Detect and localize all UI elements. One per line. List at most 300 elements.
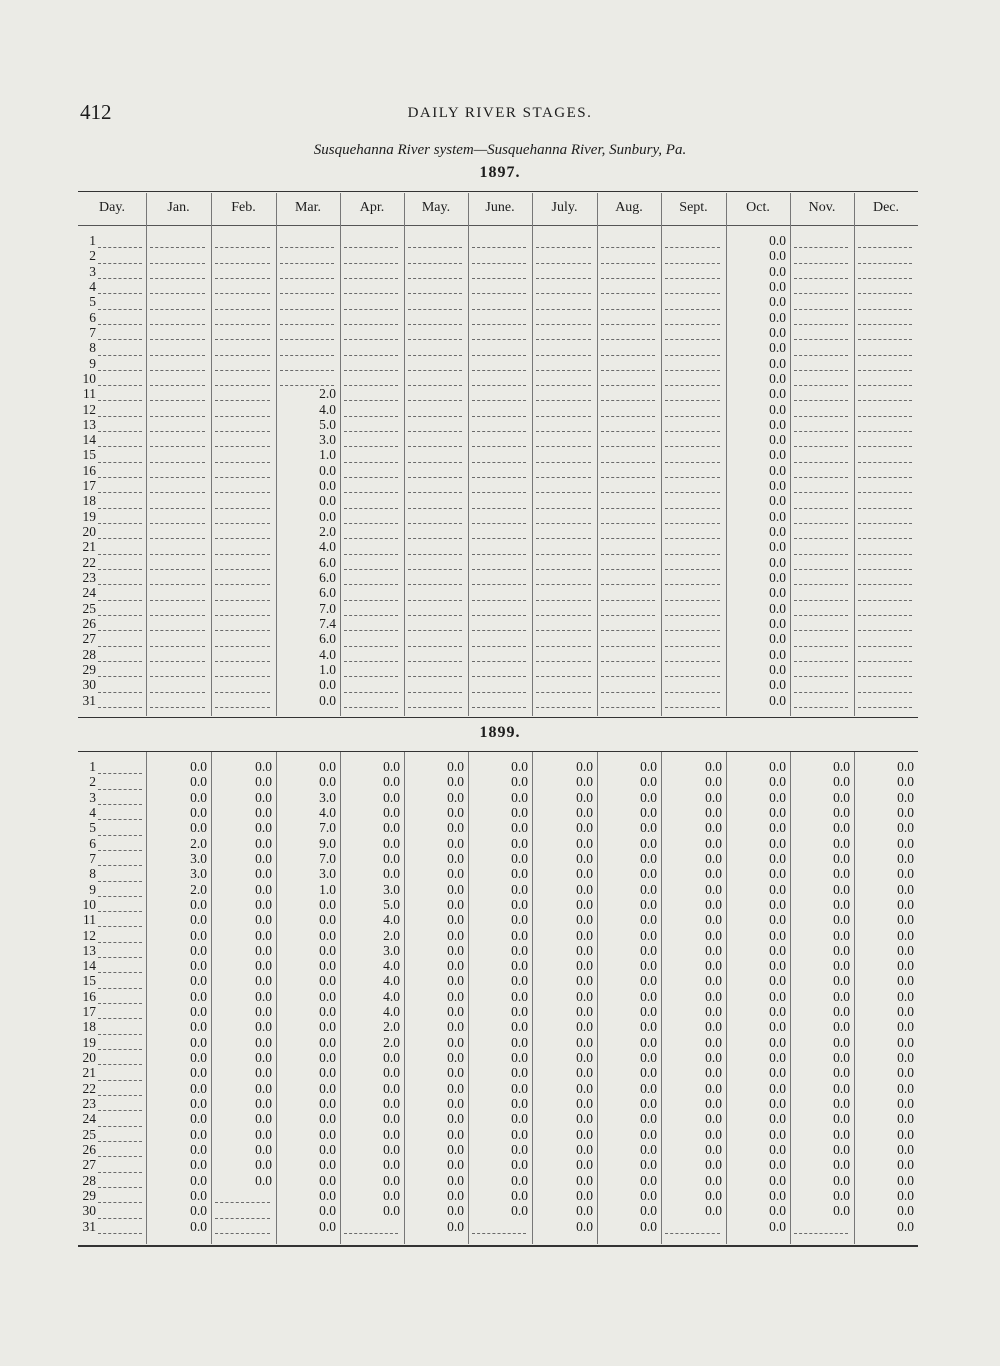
stage-value: 7.0 (319, 600, 336, 616)
stage-cell (790, 1157, 854, 1172)
empty-cell-leader (215, 601, 270, 616)
stage-cell (597, 1142, 661, 1157)
stage-value: 2.0 (383, 1019, 400, 1035)
empty-cell-leader (344, 524, 398, 539)
table-row (78, 1004, 146, 1019)
empty-cell-leader (858, 402, 912, 417)
stage-cell (661, 570, 726, 585)
stage-cell (854, 340, 918, 355)
empty-cell-leader (280, 279, 334, 294)
stage-value: 0.0 (511, 896, 528, 912)
stage-cell (790, 759, 854, 774)
stage-cell (211, 1188, 276, 1203)
stage-cell (597, 677, 661, 692)
stage-value: 0.0 (255, 1157, 272, 1173)
empty-cell-leader (408, 662, 462, 677)
stage-value: 0.0 (897, 1096, 914, 1112)
empty-cell-leader (150, 356, 205, 371)
empty-cell-leader (472, 325, 526, 340)
stage-cell (276, 882, 340, 897)
middle-rule (78, 717, 918, 718)
empty-cell-leader (472, 402, 526, 417)
stage-cell (854, 631, 918, 646)
empty-cell-leader (601, 601, 655, 616)
empty-cell-leader (601, 555, 655, 570)
stage-cell (276, 759, 340, 774)
stage-cell (726, 647, 790, 662)
stage-value: 3.0 (319, 432, 336, 448)
empty-cell-leader (408, 463, 462, 478)
stage-cell (276, 851, 340, 866)
stage-cell (340, 1142, 404, 1157)
empty-cell-leader (858, 310, 912, 325)
column-header-oct: Oct. (746, 200, 770, 215)
stage-cell (597, 790, 661, 805)
empty-cell-leader (794, 371, 848, 386)
stage-cell (276, 631, 340, 646)
stage-cell (726, 432, 790, 447)
stage-cell (532, 1127, 597, 1142)
stage-value: 0.0 (255, 1142, 272, 1157)
stage-cell (146, 432, 211, 447)
stage-cell (404, 882, 468, 897)
empty-cell-leader (408, 693, 462, 708)
stage-cell (468, 1019, 532, 1034)
stage-cell (211, 820, 276, 835)
day-number: 25 (78, 1127, 96, 1142)
stage-value: 0.0 (447, 1157, 464, 1173)
empty-cell-leader (472, 555, 526, 570)
stage-cell (532, 1157, 597, 1172)
stage-value: 0.0 (511, 1172, 528, 1188)
stage-value: 0.0 (190, 1004, 207, 1020)
stage-cell (404, 1050, 468, 1065)
stage-cell (340, 1173, 404, 1188)
stage-value: 0.0 (576, 1050, 593, 1066)
stage-cell (532, 417, 597, 432)
empty-cell-leader (215, 279, 270, 294)
row-leader (98, 882, 142, 897)
stage-cell (661, 463, 726, 478)
stage-cell (211, 677, 276, 692)
stage-cell (532, 943, 597, 958)
empty-cell-leader (794, 279, 848, 294)
stage-cell (146, 1050, 211, 1065)
stage-cell (661, 989, 726, 1004)
day-number: 4 (78, 279, 96, 294)
empty-cell-leader (215, 662, 270, 677)
stage-cell (276, 989, 340, 1004)
stage-value: 0.0 (190, 820, 207, 836)
bottom-rule (78, 1245, 918, 1247)
stage-cell (211, 340, 276, 355)
empty-cell-leader (472, 463, 526, 478)
stage-cell (661, 1004, 726, 1019)
stage-cell (340, 1188, 404, 1203)
stage-value: 0.0 (255, 958, 272, 974)
empty-cell-leader (601, 279, 655, 294)
empty-cell-leader (408, 294, 462, 309)
empty-cell-leader (536, 264, 591, 279)
table-row (78, 1142, 146, 1157)
empty-cell-leader (858, 463, 912, 478)
empty-cell-leader (472, 631, 526, 646)
empty-cell-leader (858, 279, 912, 294)
stage-cell (468, 1065, 532, 1080)
stage-cell (340, 866, 404, 881)
day-number: 17 (78, 478, 96, 493)
empty-cell-leader (215, 233, 270, 248)
table-row (78, 1203, 146, 1218)
stage-cell (854, 677, 918, 692)
stage-value: 3.0 (319, 866, 336, 882)
row-leader (98, 386, 142, 401)
stage-value: 0.0 (319, 1050, 336, 1066)
day-number: 27 (78, 631, 96, 646)
stage-cell (790, 1096, 854, 1111)
stage-cell (146, 693, 211, 708)
stage-cell (790, 790, 854, 805)
stage-cell (340, 524, 404, 539)
stage-cell (468, 1035, 532, 1050)
stage-cell (468, 1127, 532, 1142)
empty-cell-leader (215, 371, 270, 386)
stage-value: 0.0 (447, 1111, 464, 1127)
stage-value: 0.0 (769, 616, 786, 631)
stage-value: 0.0 (319, 1080, 336, 1096)
day-number: 3 (78, 264, 96, 279)
stage-cell (661, 524, 726, 539)
stage-value: 0.0 (897, 1187, 914, 1203)
stage-cell (276, 325, 340, 340)
stage-value: 0.0 (190, 958, 207, 974)
stage-value: 0.0 (897, 896, 914, 912)
empty-cell-leader (472, 585, 526, 600)
stage-cell (404, 958, 468, 973)
stage-cell (854, 973, 918, 988)
stage-cell (211, 790, 276, 805)
stage-cell (661, 432, 726, 447)
column-rule (468, 193, 469, 716)
stage-cell (146, 1173, 211, 1188)
stage-cell (276, 820, 340, 835)
stage-cell (146, 928, 211, 943)
stage-cell (404, 1065, 468, 1080)
stage-cell (276, 585, 340, 600)
stage-cell (340, 677, 404, 692)
stage-cell (532, 973, 597, 988)
stage-cell (276, 1035, 340, 1050)
table-row (78, 294, 146, 309)
stage-value: 0.0 (255, 789, 272, 805)
stage-cell (661, 1096, 726, 1111)
stage-value: 0.0 (640, 774, 657, 790)
stage-cell (726, 1188, 790, 1203)
stage-cell (146, 1035, 211, 1050)
stage-value: 0.0 (897, 1218, 914, 1234)
stage-cell (532, 1065, 597, 1080)
stage-cell (597, 402, 661, 417)
row-leader (98, 662, 142, 677)
empty-cell-leader (472, 447, 526, 462)
table-row (78, 616, 146, 631)
stage-cell (340, 912, 404, 927)
stage-value: 0.0 (576, 927, 593, 943)
stage-cell (854, 897, 918, 912)
empty-cell-leader (858, 585, 912, 600)
empty-cell-leader (794, 524, 848, 539)
stage-cell (790, 631, 854, 646)
stage-cell (276, 294, 340, 309)
stage-value: 0.0 (897, 804, 914, 820)
stage-cell (726, 463, 790, 478)
stage-value: 0.0 (447, 835, 464, 851)
stage-cell (468, 356, 532, 371)
stage-cell (790, 820, 854, 835)
stage-cell (211, 325, 276, 340)
stage-value: 0.0 (640, 1172, 657, 1188)
stage-cell (404, 1157, 468, 1172)
stage-value: 0.0 (255, 774, 272, 790)
stage-cell (146, 478, 211, 493)
stage-cell (726, 340, 790, 355)
stage-value: 0.0 (190, 1065, 207, 1081)
stage-value: 0.0 (897, 774, 914, 790)
stage-value: 0.0 (833, 896, 850, 912)
stage-cell (532, 1219, 597, 1234)
empty-cell-leader (472, 340, 526, 355)
table-row (78, 693, 146, 708)
empty-cell-leader (280, 356, 334, 371)
stage-cell (597, 662, 661, 677)
stage-cell (854, 524, 918, 539)
stage-cell (211, 402, 276, 417)
column-rule (146, 193, 147, 716)
stage-cell (597, 570, 661, 585)
stage-cell (404, 509, 468, 524)
table-row (78, 509, 146, 524)
stage-cell (597, 928, 661, 943)
stage-cell (726, 912, 790, 927)
stage-value: 3.0 (383, 881, 400, 897)
stage-cell (340, 973, 404, 988)
empty-cell-leader (665, 294, 720, 309)
stage-cell (726, 585, 790, 600)
stage-cell (790, 1081, 854, 1096)
stage-cell (854, 989, 918, 1004)
stage-value: 0.0 (255, 912, 272, 928)
stage-cell (468, 662, 532, 677)
stage-value: 0.0 (319, 508, 336, 524)
row-leader (98, 356, 142, 371)
stage-value: 0.0 (190, 1203, 207, 1219)
row-leader (98, 570, 142, 585)
stage-cell (790, 973, 854, 988)
stage-cell (661, 774, 726, 789)
stage-cell (404, 866, 468, 881)
stage-cell (468, 233, 532, 248)
empty-cell-leader (794, 310, 848, 325)
table-row (78, 371, 146, 386)
stage-cell (726, 294, 790, 309)
row-leader (98, 325, 142, 340)
stage-cell (726, 1142, 790, 1157)
stage-value: 0.0 (447, 958, 464, 974)
stage-value: 0.0 (190, 1218, 207, 1234)
stage-cell (211, 417, 276, 432)
stage-cell (404, 1203, 468, 1218)
stage-cell (790, 943, 854, 958)
stage-cell (661, 1157, 726, 1172)
stage-value: 0.0 (447, 1142, 464, 1157)
stage-cell (146, 851, 211, 866)
row-leader (98, 820, 142, 835)
empty-cell-leader (536, 233, 591, 248)
stage-cell (340, 1065, 404, 1080)
row-leader (98, 1035, 142, 1050)
stage-value: 0.0 (511, 881, 528, 897)
stage-cell (468, 958, 532, 973)
stage-cell (340, 1203, 404, 1218)
empty-cell-leader (665, 662, 720, 677)
stage-value: 2.0 (319, 386, 336, 402)
row-leader (98, 279, 142, 294)
stage-cell (854, 912, 918, 927)
empty-cell-leader (408, 493, 462, 508)
stage-cell (790, 882, 854, 897)
stage-cell (597, 1111, 661, 1126)
stage-cell (211, 570, 276, 585)
empty-cell-leader (794, 325, 848, 340)
empty-cell-leader (472, 662, 526, 677)
stage-value: 0.0 (511, 820, 528, 836)
stage-cell (790, 1050, 854, 1065)
stage-cell (790, 570, 854, 585)
stage-value: 0.0 (447, 1050, 464, 1066)
empty-cell-leader (536, 294, 591, 309)
stage-cell (597, 386, 661, 401)
empty-cell-leader (794, 402, 848, 417)
stage-value: 0.0 (511, 835, 528, 851)
table-row (78, 1050, 146, 1065)
table-row (78, 279, 146, 294)
stage-cell (597, 1173, 661, 1188)
stage-cell (211, 585, 276, 600)
empty-cell-leader (601, 310, 655, 325)
empty-cell-leader (472, 264, 526, 279)
stage-value: 0.0 (255, 1019, 272, 1035)
stage-cell (597, 478, 661, 493)
column-rule (211, 752, 212, 1244)
stage-cell (790, 1004, 854, 1019)
stage-cell (854, 1096, 918, 1111)
stage-value: 0.0 (705, 1096, 722, 1112)
empty-cell-leader (536, 279, 591, 294)
stage-cell (404, 447, 468, 462)
stage-value: 0.0 (769, 866, 786, 882)
table-row (78, 1096, 146, 1111)
stage-cell (726, 973, 790, 988)
stage-cell (854, 1188, 918, 1203)
stage-cell (468, 509, 532, 524)
day-number: 24 (78, 1111, 96, 1126)
stage-cell (211, 509, 276, 524)
stage-value: 0.0 (769, 401, 786, 417)
stage-value: 0.0 (576, 973, 593, 989)
stage-cell (790, 1019, 854, 1034)
row-leader (98, 631, 142, 646)
stage-cell (597, 1050, 661, 1065)
stage-cell (468, 836, 532, 851)
table-row (78, 1188, 146, 1203)
empty-cell-leader (536, 570, 591, 585)
stage-value: 0.0 (255, 942, 272, 958)
stage-cell (404, 647, 468, 662)
stage-value: 0.0 (447, 896, 464, 912)
empty-cell-leader (150, 264, 205, 279)
stage-cell (597, 493, 661, 508)
stage-cell (276, 233, 340, 248)
day-number: 14 (78, 958, 96, 973)
stage-cell (790, 524, 854, 539)
day-number: 23 (78, 1096, 96, 1111)
stage-value: 0.0 (576, 1080, 593, 1096)
stage-cell (661, 1019, 726, 1034)
day-number: 20 (78, 524, 96, 539)
stage-value: 0.0 (769, 1111, 786, 1127)
empty-cell-leader (794, 585, 848, 600)
stage-cell (661, 402, 726, 417)
stage-cell (790, 677, 854, 692)
stage-cell (854, 1004, 918, 1019)
stage-value: 0.0 (190, 759, 207, 774)
column-rule (404, 193, 405, 716)
stage-cell (211, 631, 276, 646)
empty-cell-leader (472, 371, 526, 386)
empty-cell-leader (344, 631, 398, 646)
stage-cell (146, 248, 211, 263)
stage-cell (790, 432, 854, 447)
stage-value: 0.0 (383, 774, 400, 790)
stage-cell (661, 616, 726, 631)
stage-value: 0.0 (769, 927, 786, 943)
empty-cell-leader (601, 585, 655, 600)
empty-cell-leader (408, 279, 462, 294)
stage-cell (726, 851, 790, 866)
stage-value: 0.0 (576, 1065, 593, 1081)
stage-cell (276, 478, 340, 493)
stage-value: 0.0 (705, 1111, 722, 1127)
stage-cell (340, 928, 404, 943)
stage-value: 0.0 (769, 233, 786, 248)
stage-cell (597, 447, 661, 462)
day-number: 25 (78, 601, 96, 616)
stage-cell (146, 524, 211, 539)
stage-value: 0.0 (576, 1004, 593, 1020)
table-row (78, 447, 146, 462)
empty-cell-leader (150, 662, 205, 677)
stage-cell (340, 310, 404, 325)
stage-value: 0.0 (769, 789, 786, 805)
stage-cell (661, 882, 726, 897)
empty-cell-leader (150, 677, 205, 692)
stage-cell (597, 524, 661, 539)
stage-value: 0.0 (897, 958, 914, 974)
stage-value: 4.0 (383, 988, 400, 1004)
stage-cell (276, 943, 340, 958)
empty-cell-leader (536, 386, 591, 401)
stage-cell (661, 1188, 726, 1203)
